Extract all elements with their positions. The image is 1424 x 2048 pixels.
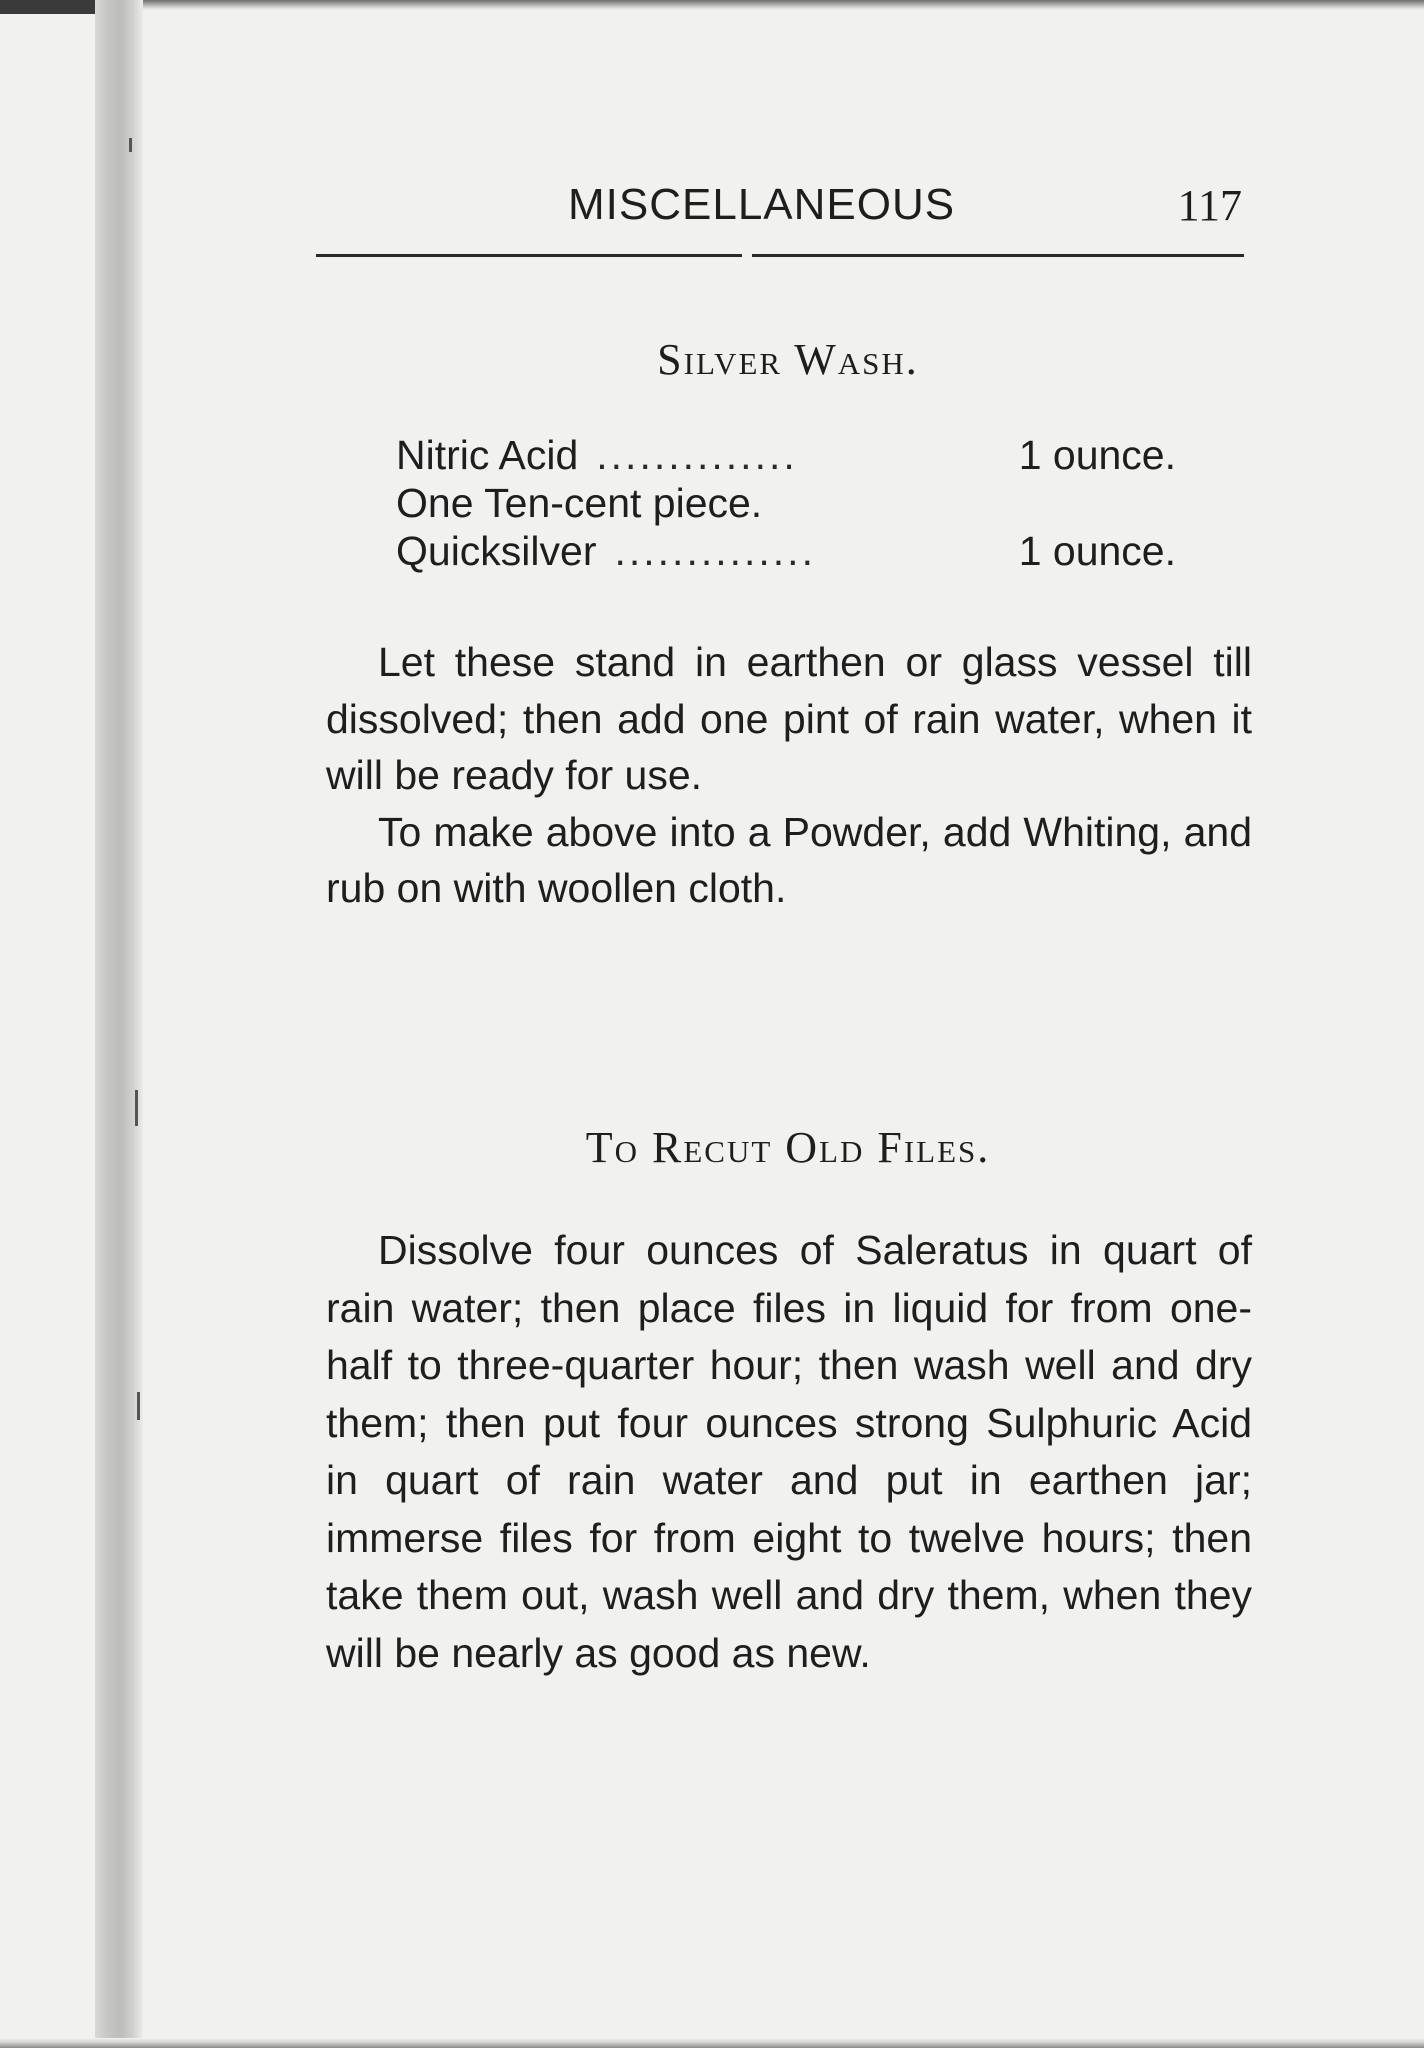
paragraph: Dissolve four ounces of Saleratus in quart of rain water; then place files in liquid for from one-half to three-quarter hour; then wash well and dry them; then put four ounces strong Sulphuric Acid in quart of rain water and put in earthen jar; immerse files for from eight to twelve hours; then take them out, wash well and dry them, when they will be nearly as good as new. bbox=[326, 1227, 1252, 1676]
ingredient-list bbox=[396, 432, 1176, 576]
page-number: 117 bbox=[1177, 181, 1242, 230]
running-head bbox=[318, 180, 1242, 230]
page-bottom-edge bbox=[0, 2038, 1424, 2048]
header-rule bbox=[316, 254, 1244, 257]
paragraph: To make above into a Powder, add Whiting, and rub on with woollen cloth. bbox=[326, 808, 1252, 911]
section-title-silver-wash: Silver Wash. bbox=[657, 335, 919, 384]
silver-wash-instructions bbox=[326, 634, 1252, 917]
ingredient-name: Quicksilver bbox=[396, 528, 597, 574]
running-title: MISCELLANEOUS bbox=[568, 180, 956, 229]
gutter-mark bbox=[135, 1090, 138, 1126]
ingredient-row bbox=[396, 480, 1176, 528]
dot-leader: .............. bbox=[614, 528, 816, 574]
section-title-recut-files: To Recut Old Files. bbox=[585, 1123, 991, 1172]
header-rule-gap bbox=[742, 252, 752, 259]
ingredient-row bbox=[396, 432, 1176, 480]
ingredient-quantity: 1 ounce. bbox=[1018, 432, 1176, 478]
binding-gutter bbox=[95, 0, 143, 2048]
gutter-mark bbox=[129, 138, 132, 152]
ingredient-name: One Ten-cent piece. bbox=[396, 480, 763, 526]
gutter-mark bbox=[137, 1392, 140, 1420]
paragraph: Let these stand in earthen or glass vessel till dissolved; then add one pint of rain water, when it will be ready for use. bbox=[326, 639, 1252, 798]
page-top-edge bbox=[0, 0, 1424, 10]
recut-files-instructions bbox=[326, 1222, 1252, 1682]
ingredient-quantity: 1 ounce. bbox=[1018, 528, 1176, 574]
ingredient-name: Nitric Acid bbox=[396, 432, 579, 478]
dot-leader: .............. bbox=[596, 432, 798, 478]
ingredient-row bbox=[396, 528, 1176, 576]
